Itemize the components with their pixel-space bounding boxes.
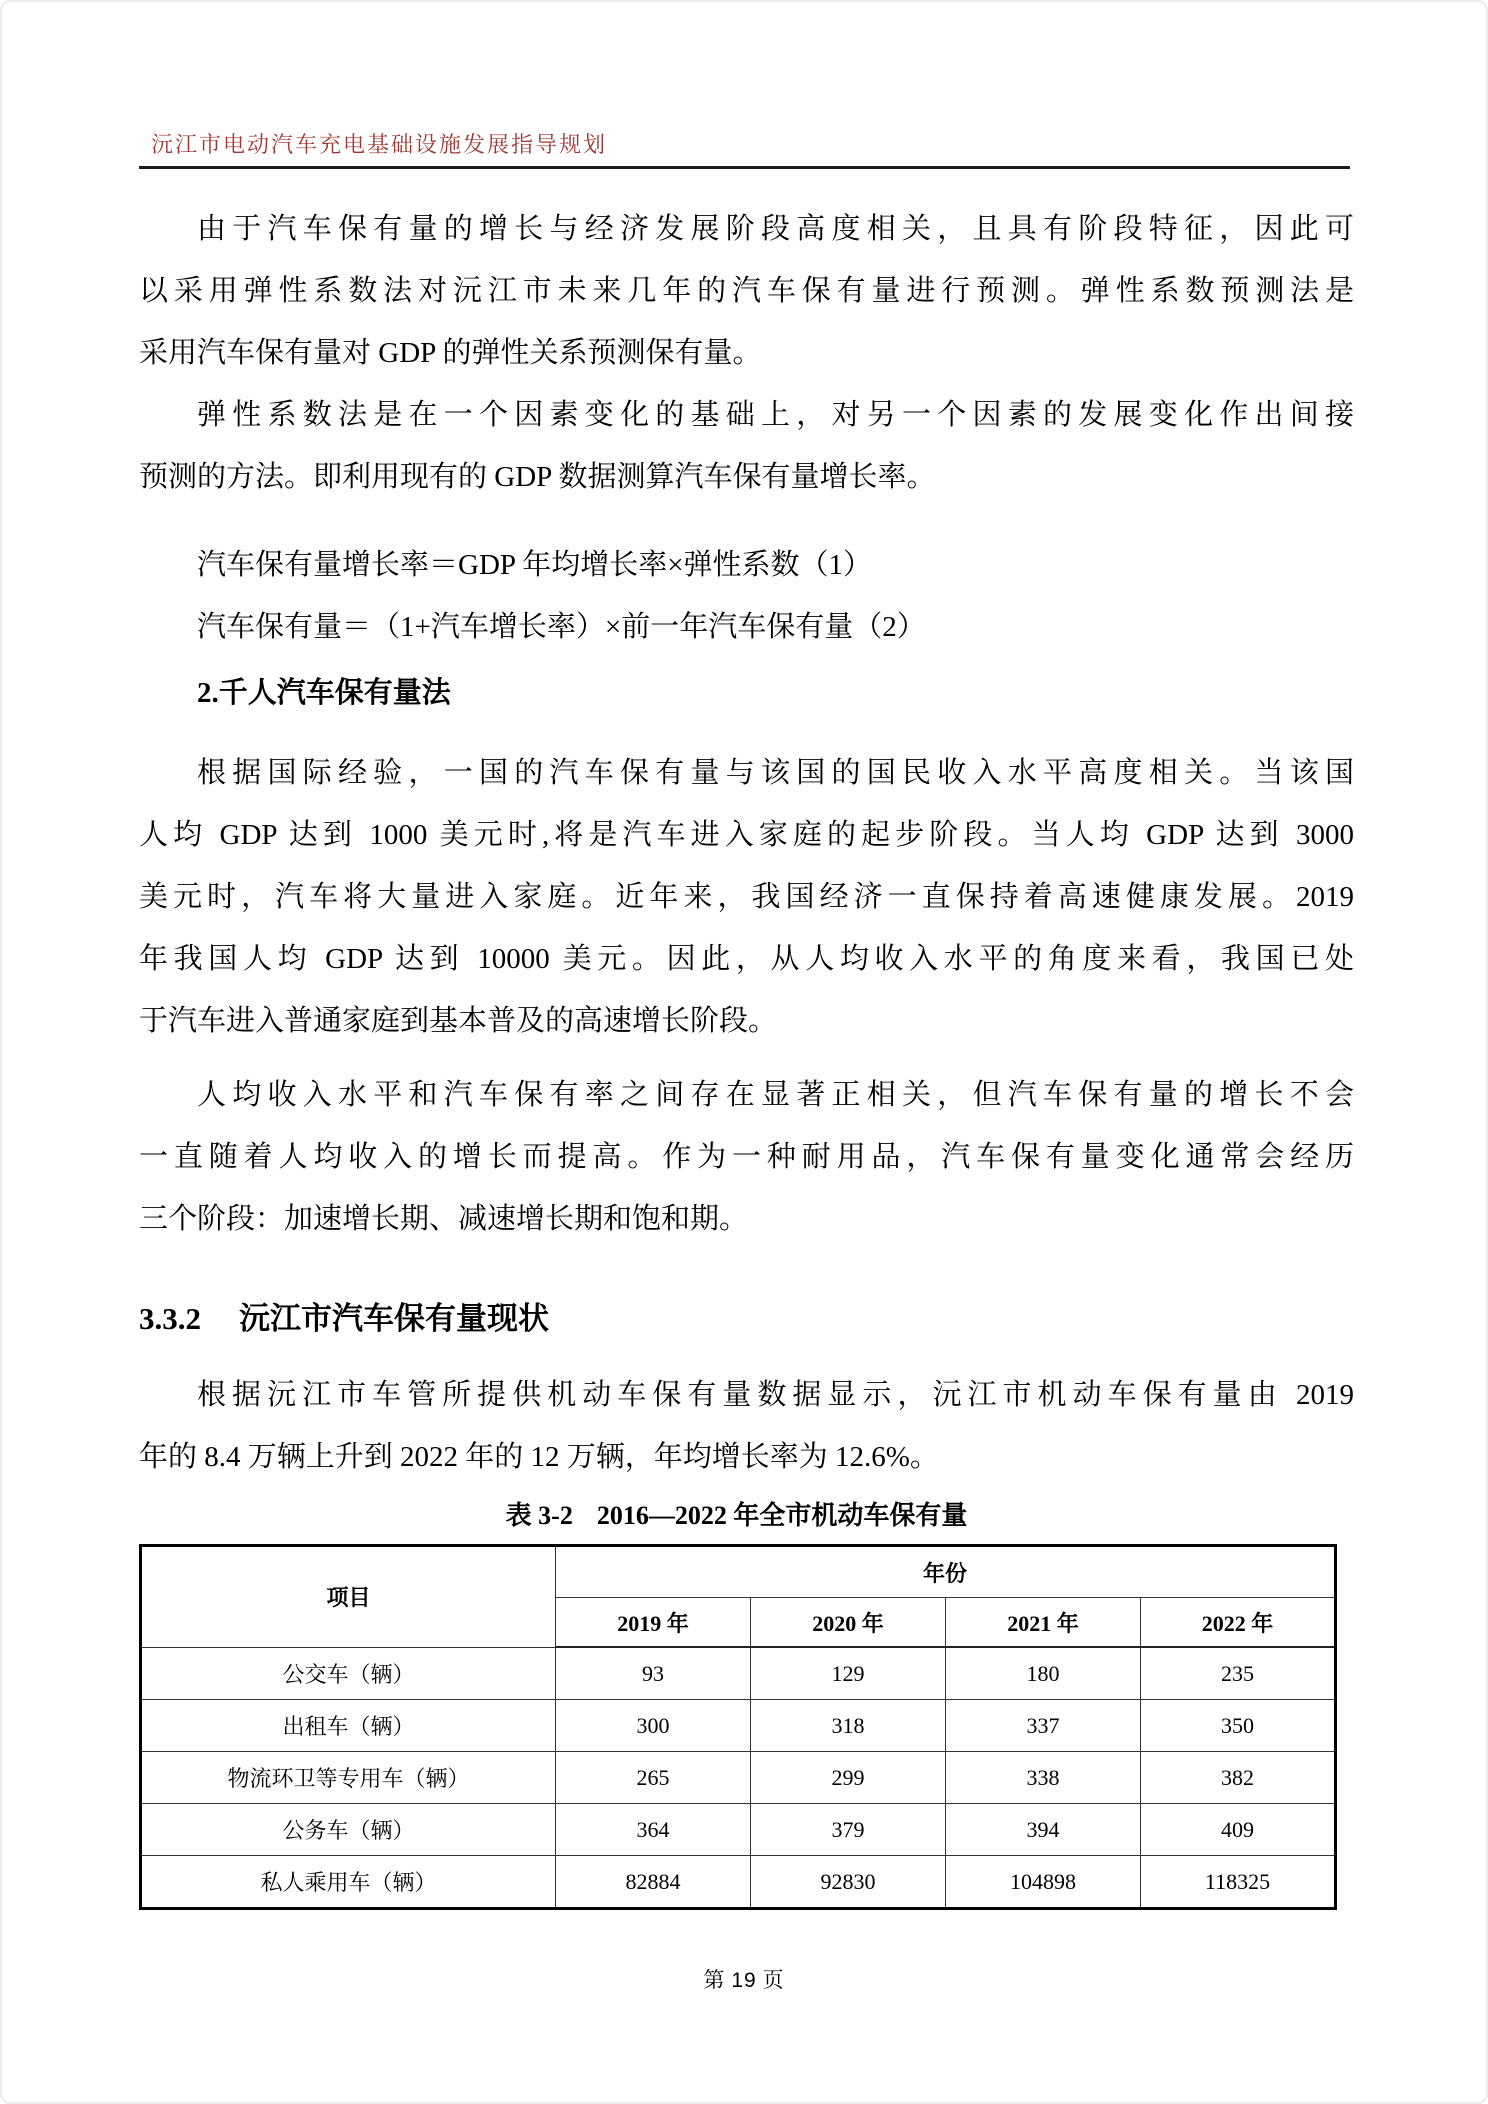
row-label: 物流环卫等专用车（辆） [141,1752,556,1804]
table-row [141,1752,1336,1804]
table-row [141,1647,1336,1700]
paragraph-line: 人均收入水平和汽车保有率之间存在显著正相关，但汽车保有量的增长不会 [197,1079,1354,1111]
table-caption-label: 表 3-2 [505,1501,573,1530]
paragraph-line: 根据沅江市车管所提供机动车保有量数据显示，沅江市机动车保有量由 2019 [197,1379,1354,1411]
table-cell: 318 [751,1700,946,1752]
table-row [141,1700,1336,1752]
table-year-header: 2019 年 [556,1598,751,1648]
table-cell: 382 [1141,1752,1336,1804]
table-cell: 180 [946,1647,1141,1700]
paragraph-line: 年的 8.4 万辆上升到 2022 年的 12 万辆，年均增长率为 12.6%。 [139,1441,939,1473]
table-corner-header: 项目 [141,1546,556,1648]
table-group-header: 年份 [556,1546,1336,1598]
table-cell: 300 [556,1700,751,1752]
paragraph-income-correlation [139,1064,1354,1250]
table-cell: 118325 [1141,1856,1336,1909]
section-heading-332 [139,1284,1354,1354]
page-number: 19 [731,1969,757,1992]
vehicle-ownership-table [139,1544,1337,1910]
table-year-header: 2020 年 [751,1598,946,1648]
table-row [141,1804,1336,1856]
paragraph-current-status [139,1364,1354,1488]
paragraph-line: 美元时，汽车将大量进入家庭。近年来，我国经济一直保持着高速健康发展。2019 [139,881,1354,913]
header-rule [139,166,1350,169]
table-cell: 409 [1141,1804,1336,1856]
table-header-row [141,1546,1336,1598]
section-title: 沅江市汽车保有量现状 [239,1301,549,1336]
table-cell: 129 [751,1647,946,1700]
table-cell: 265 [556,1752,751,1804]
formula-line: 汽车保有量增长率＝GDP 年均增长率×弹性系数（1） [197,549,873,581]
table-cell: 379 [751,1804,946,1856]
table-caption-title: 2016—2022 年全市机动车保有量 [596,1501,968,1530]
formula-line: 汽车保有量＝（1+汽车增长率）×前一年汽车保有量（2） [197,611,926,643]
table-cell: 299 [751,1752,946,1804]
paragraph-line: 预测的方法。即利用现有的 GDP 数据测算汽车保有量增长率。 [139,461,936,493]
formula-block [139,534,1354,658]
page-footer [2,1964,1486,1994]
paragraph-line: 于汽车进入普通家庭到基本普及的高速增长阶段。 [139,1005,778,1037]
paragraph-international-experience [139,742,1354,1052]
table-cell: 350 [1141,1700,1336,1752]
subsection-heading: 2.千人汽车保有量法 [197,677,451,709]
paragraph-line: 一直随着人均收入的增长而提高。作为一种耐用品，汽车保有量变化通常会经历 [139,1141,1354,1173]
section-number: 3.3.2 [139,1301,201,1336]
footer-prefix: 第 [703,1968,726,1992]
paragraph-line: 采用汽车保有量对 GDP 的弹性关系预测保有量。 [139,337,762,369]
page-header [139,128,1350,169]
paragraph-line: 根据国际经验，一国的汽车保有量与该国的国民收入水平高度相关。当该国 [197,757,1354,789]
table-cell: 337 [946,1700,1141,1752]
table-year-header: 2021 年 [946,1598,1141,1648]
row-label: 出租车（辆） [141,1700,556,1752]
table-cell: 93 [556,1647,751,1700]
table-cell: 235 [1141,1647,1336,1700]
page-header-title: 沅江市电动汽车充电基础设施发展指导规划 [151,132,608,157]
table-caption [139,1490,1334,1542]
paragraph-line: 由于汽车保有量的增长与经济发展阶段高度相关，且具有阶段特征，因此可 [197,213,1354,245]
row-label: 私人乘用车（辆） [141,1856,556,1909]
row-label: 公交车（辆） [141,1647,556,1700]
paragraph-line: 三个阶段：加速增长期、减速增长期和饱和期。 [139,1203,749,1235]
paragraph-line: 以采用弹性系数法对沅江市未来几年的汽车保有量进行预测。弹性系数预测法是 [139,275,1354,307]
paragraph-elastic-method [139,384,1354,508]
footer-suffix: 页 [762,1968,785,1992]
table-cell: 338 [946,1752,1141,1804]
table-cell: 364 [556,1804,751,1856]
table-cell: 82884 [556,1856,751,1909]
paragraph-elastic-intro [139,198,1354,384]
table-cell: 394 [946,1804,1141,1856]
paragraph-line: 人均 GDP 达到 1000 美元时,将是汽车进入家庭的起步阶段。当人均 GDP 达到 3000 [139,819,1354,851]
table-row [141,1856,1336,1909]
paragraph-line: 弹性系数法是在一个因素变化的基础上，对另一个因素的发展变化作出间接 [197,399,1354,431]
table-cell: 104898 [946,1856,1141,1909]
document-body [139,198,1354,1910]
table-year-header: 2022 年 [1141,1598,1336,1648]
row-label: 公务车（辆） [141,1804,556,1856]
table-cell: 92830 [751,1856,946,1909]
paragraph-line: 年我国人均 GDP 达到 10000 美元。因此，从人均收入水平的角度来看，我国已处 [139,943,1354,975]
